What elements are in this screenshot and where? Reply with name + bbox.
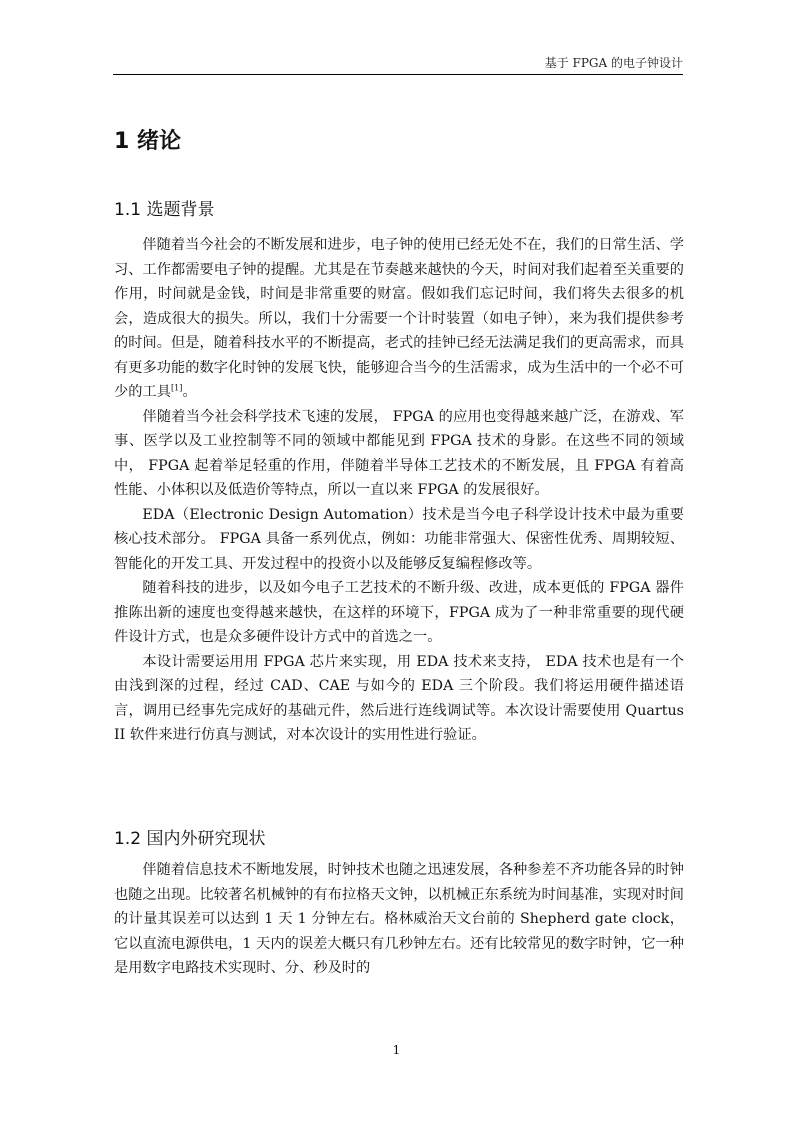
section-heading-1-2: 1.2 国内外研究现状 — [114, 829, 266, 849]
paragraph: 本设计需要运用用 FPGA 芯片来实现，用 EDA 技术来支持， EDA 技术也是有一个由浅到深的过程，经过 CAD、CAE 与如今的 EDA 三个阶段。我们将运用硬件描述语言，调用已经事先完成好的基础元件，然后进行连线调试等。本次设计需要使用 Quartus II 软件来进行仿真与测试，对本次设计的实用性进行验证。 — [114, 653, 684, 743]
chapter-title: 1 绪论 — [114, 129, 181, 154]
paragraph: 伴随着信息技术不断地发展，时钟技术也随之迅速发展，各种参差不齐功能各异的时钟也随之出现。比较著名机械钟的有布拉格天文钟，以机械正东系统为时间基准，实现对时间的计量其误差可以达到 1 天 1 分钟左右。格林威治天文台前的 Shepherd gate clock，它以直流电源供电，1 天内的误差大概只有几秒钟左右。还有比较常见的数字时钟，它一种是用数字电路技术实现时、分、秒及时的 — [114, 862, 684, 976]
header-rule — [113, 74, 683, 75]
section-heading-1-1: 1.1 选题背景 — [114, 200, 215, 220]
paragraph-tail: 。 — [182, 384, 197, 400]
paragraph-text: 伴随着当今社会的不断发展和进步，电子钟的使用已经无处不在，我们的日常生活、学习、工作都需要电子钟的提醒。尤其是在节奏越来越快的今天，时间对我们起着至关重要的作用，时间就是金钱，时间是非常重要的财富。假如我们忘记时间，我们将失去很多的机会，造成很大的损失。所以，我们十分需要一个计时装置（如电子钟），来为我们提供参考的时间。但是，随着科技水平的不断提高，老式的挂钟已经无法满足我们的更高需求，而具有更多功能的数字化时钟的发展飞快，能够迎合当今的生活需求，成为生活中的一个必不可少的工具 — [114, 237, 684, 400]
paragraph: 伴随着当今社会科学技术飞速的发展， FPGA 的应用也变得越来越广泛，在游戏、军事、医学以及工业控制等不同的领域中都能见到 FPGA 技术的身影。在这些不同的领域中， FPGA 起着举足轻重的作用，伴随着半导体工艺技术的不断发展，且 FPGA 有着高性能、小体积以及低造价等特点，所以一直以来 FPGA 的发展很好。 — [114, 408, 684, 498]
citation-ref: [1] — [170, 383, 183, 393]
section-1-2-body — [114, 858, 684, 981]
running-header: 基于 FPGA 的电子钟设计 — [544, 56, 683, 70]
page-number: 1 — [392, 1043, 401, 1057]
paragraph — [114, 233, 684, 405]
paragraph: EDA（Electronic Design Automation）技术是当今电子科学设计技术中最为重要核心技术部分。 FPGA 具备一系列优点，例如：功能非常强大、保密性优秀、周期较短、智能化的开发工具、开发过程中的投资小以及能够反复编程修改等。 — [114, 506, 684, 572]
section-1-1-body — [114, 233, 684, 748]
paragraph: 随着科技的进步，以及如今电子工艺技术的不断升级、改进，成本更低的 FPGA 器件推陈出新的速度也变得越来越快，在这样的环境下，FPGA 成为了一种非常重要的现代硬件设计方式，也是众多硬件设计方式中的首选之一。 — [114, 580, 684, 645]
